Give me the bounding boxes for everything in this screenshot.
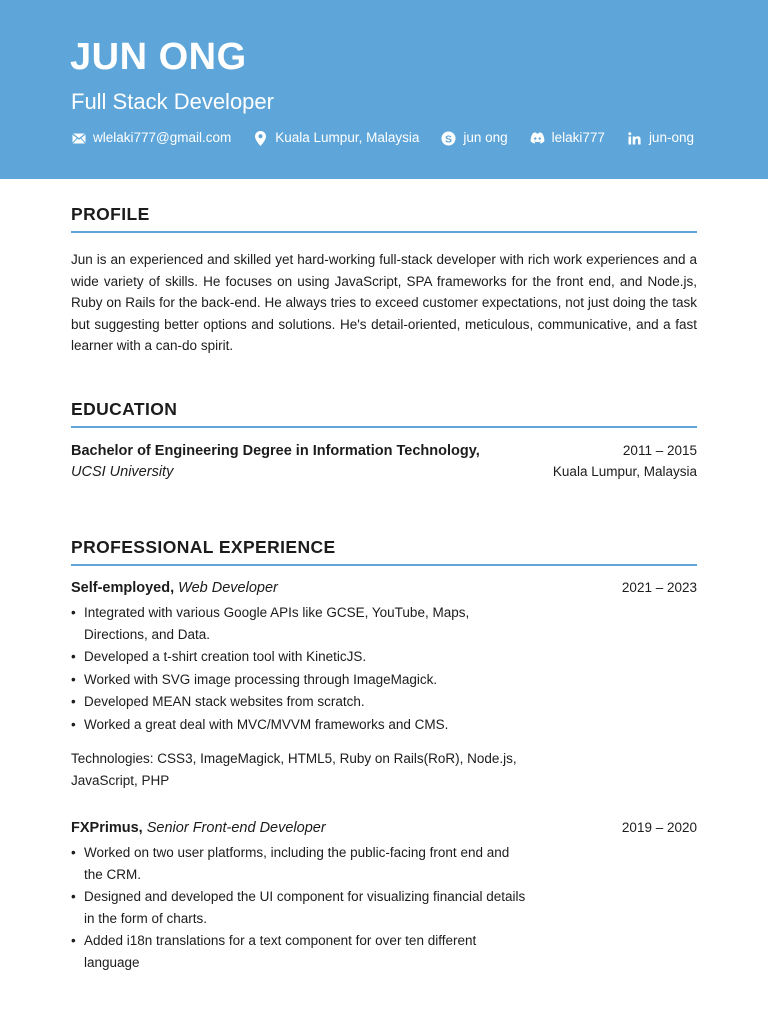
- education-location: Kuala Lumpur, Malaysia: [552, 464, 697, 479]
- contact-location: [253, 127, 419, 149]
- list-item: • Integrated with various Google APIs like GCSE, YouTube, Maps, Directions, and Data.: [71, 602, 531, 645]
- list-item: • Worked a great deal with MVC/MVVM frameworks and CMS.: [71, 714, 531, 736]
- education-section: [71, 396, 697, 480]
- job-company: Self-employed,: [71, 580, 175, 596]
- section-divider: [71, 564, 697, 566]
- contact-discord[interactable]: [530, 127, 605, 149]
- section-divider: [71, 231, 697, 233]
- contact-skype[interactable]: [441, 127, 507, 149]
- job-bullets: [71, 842, 531, 973]
- education-entry-row2: [71, 464, 697, 480]
- job-header: [71, 820, 697, 836]
- degree-title: Bachelor of Engineering Degree in Information Technology,: [71, 443, 480, 459]
- contact-skype-text: jun ong: [463, 130, 508, 145]
- skype-icon: [441, 131, 456, 146]
- list-item: • Added i18n translations for a text component for over ten different language: [71, 930, 531, 973]
- location-pin-icon: [253, 131, 268, 146]
- contact-bar: [71, 127, 716, 149]
- list-item: • Developed MEAN stack websites from scratch.: [71, 691, 531, 713]
- education-heading: EDUCATION: [71, 399, 178, 419]
- contact-location-text: Kuala Lumpur, Malaysia: [275, 130, 420, 145]
- experience-heading: PROFESSIONAL EXPERIENCE: [71, 537, 336, 557]
- job-dates: 2021 – 2023: [621, 580, 697, 595]
- contact-email[interactable]: [71, 127, 231, 149]
- list-item: • Worked with SVG image processing through ImageMagick.: [71, 669, 531, 691]
- job-entry: [71, 820, 697, 974]
- svg-text:S: S: [445, 132, 453, 145]
- job-title: Senior Front-end Developer: [146, 820, 326, 836]
- experience-section: [71, 534, 697, 566]
- resume-header: [0, 0, 768, 179]
- email-icon: [71, 131, 86, 146]
- contact-linkedin-text: jun-ong: [648, 130, 694, 145]
- profile-section: [71, 201, 697, 357]
- job-company: FXPrimus,: [71, 820, 143, 836]
- candidate-role: Full Stack Developer: [71, 89, 274, 114]
- list-item: • Designed and developed the UI component for visualizing financial details in the form of charts.: [71, 886, 531, 929]
- contact-discord-text: lelaki777: [551, 130, 605, 145]
- profile-heading: PROFILE: [71, 204, 150, 224]
- discord-icon: [530, 131, 545, 146]
- job-technologies: Technologies: CSS3, ImageMagick, HTML5, Ruby on Rails(RoR), Node.js, JavaScript, PHP: [71, 751, 517, 788]
- job-title: Web Developer: [178, 580, 278, 596]
- job-dates: 2019 – 2020: [621, 820, 697, 835]
- contact-email-text: wlelaki777@gmail.com: [93, 130, 232, 145]
- list-item: • Worked on two user platforms, including the public-facing front end and the CRM.: [71, 842, 531, 885]
- job-entry: [71, 580, 697, 791]
- contact-linkedin[interactable]: [627, 127, 694, 149]
- school-name: UCSI University: [71, 464, 174, 480]
- job-bullets: [71, 602, 531, 735]
- education-entry-row1: [71, 443, 697, 459]
- job-header: [71, 580, 697, 596]
- list-item: • Developed a t-shirt creation tool with KineticJS.: [71, 646, 531, 668]
- linkedin-icon: [627, 131, 642, 146]
- section-divider: [71, 426, 697, 428]
- education-dates: 2011 – 2015: [622, 443, 697, 458]
- profile-summary: Jun is an experienced and skilled yet hard-working full-stack developer with rich work experiences and a wide variety of skills. He focuses on using JavaScript, SPA frameworks for the front end, and Node.js, Ruby on Rails for the back-end. He always tries to exceed customer expectations, not just doing the task but suggesting better options and solutions. He's detail-oriented, meticulous, communicative, and a fast learner with a can-do spirit.: [71, 252, 697, 353]
- candidate-name: JUN ONG: [70, 36, 247, 78]
